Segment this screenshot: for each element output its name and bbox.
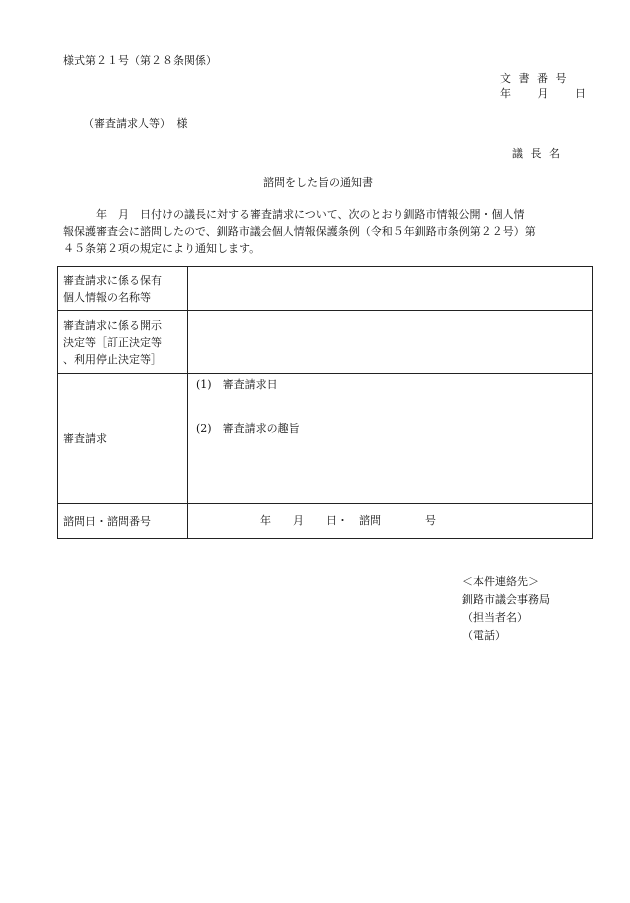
row-label-disclosure-decision: 審査請求に係る開示 決定等［訂正決定等 、利用停止決定等］ — [58, 311, 188, 374]
body-line: 報保護審査会に諮問したので、釧路市議会個人情報保護条例（令和５年釧路市条例第２２号）第 — [63, 225, 536, 238]
contact-block — [462, 573, 550, 645]
request-table — [57, 266, 593, 539]
contact-phone: （電話） — [462, 629, 506, 642]
row-value-personal-info[interactable] — [188, 267, 593, 311]
body-paragraph — [63, 206, 591, 257]
table-row — [58, 374, 593, 504]
form-number: 様式第２１号（第２８条関係） — [63, 54, 217, 67]
document-title: 諮問をした旨の通知書 — [263, 176, 373, 189]
chair-name: 議 長 名 — [512, 147, 562, 160]
contact-office: 釧路市議会事務局 — [462, 593, 550, 606]
row-value-request[interactable] — [188, 374, 593, 504]
row-label-inquiry: 諮問日・諮問番号 — [58, 504, 188, 539]
contact-person: （担当者名） — [462, 611, 528, 624]
table-row — [58, 504, 593, 539]
inquiry-date-number: 年 月 日・ 諮問 号 — [260, 514, 436, 527]
table-row — [58, 267, 593, 311]
contact-heading: ＜本件連絡先＞ — [462, 575, 539, 588]
document-number: 文 書 番 号 — [500, 72, 569, 85]
request-date-item: (1) 審査請求日 — [196, 378, 278, 391]
row-label-personal-info: 審査請求に係る保有 個人情報の名称等 — [58, 267, 188, 311]
table-row — [58, 311, 593, 374]
row-label-request: 審査請求 — [58, 374, 188, 504]
body-line: ４５条第２項の規定により通知します。 — [63, 242, 261, 255]
row-value-inquiry[interactable] — [188, 504, 593, 539]
addressee: （審査請求人等） 様 — [83, 117, 188, 130]
body-line: 年 月 日付けの議長に対する審査請求について、次のとおり釧路市情報公開・個人情 — [63, 208, 525, 221]
document-date: 年 月 日 — [500, 87, 590, 100]
row-value-disclosure-decision[interactable] — [188, 311, 593, 374]
request-purpose-item: (2) 審査請求の趣旨 — [196, 422, 300, 435]
